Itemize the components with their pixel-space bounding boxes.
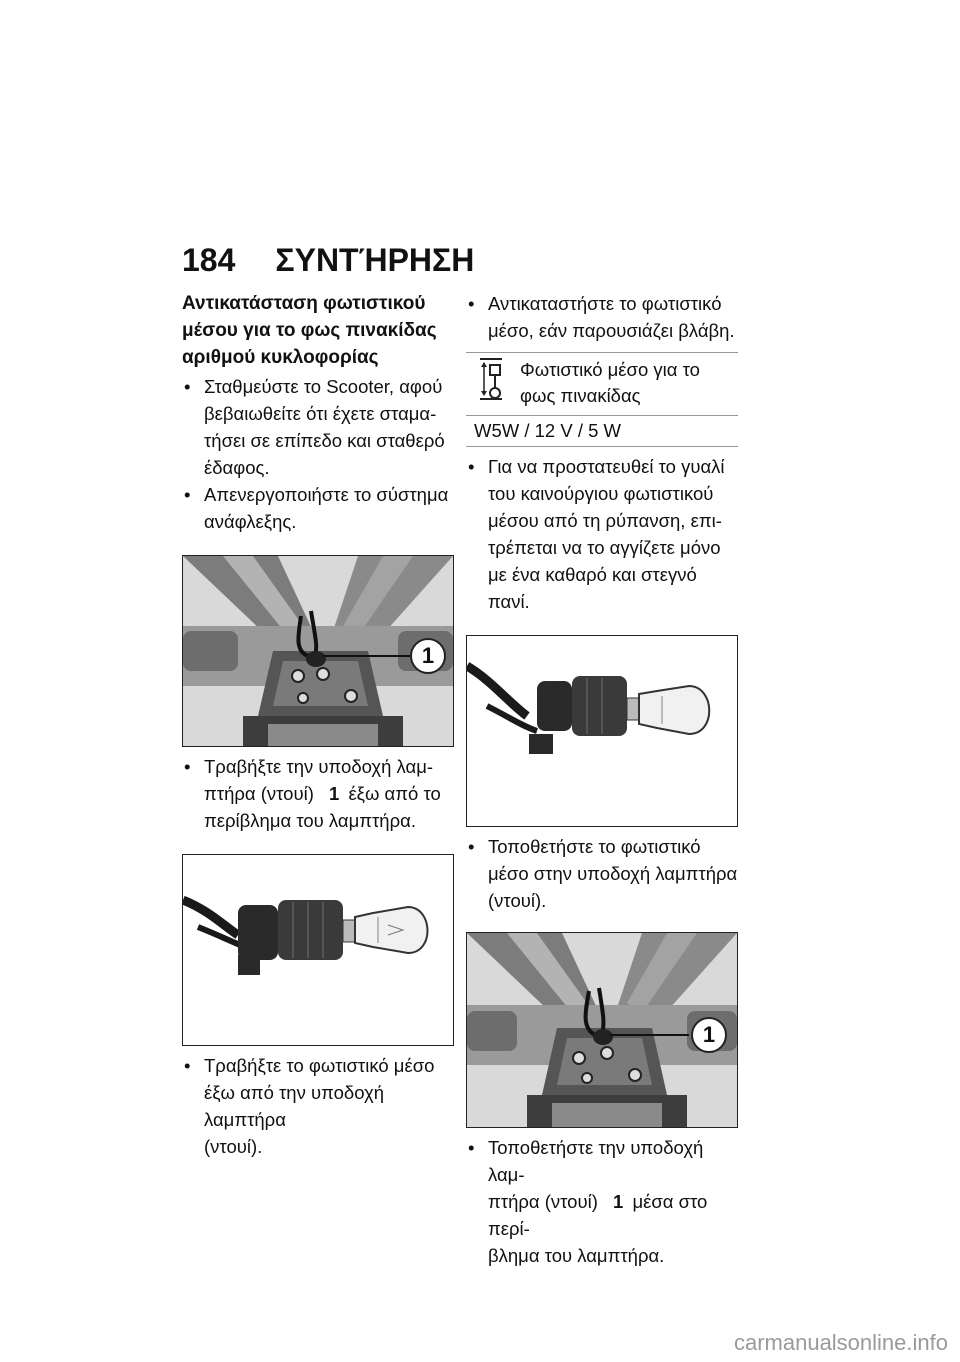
callout-number: 1 — [421, 643, 435, 668]
callout-reference: 1 — [329, 783, 340, 804]
bullet-marker: • — [184, 756, 191, 777]
chapter-title: ΣΥΝΤΉΡΗΣΗ — [275, 241, 475, 278]
bullet-marker: • — [468, 836, 475, 857]
instruction-step: • Σταθμεύστε το Scooter, αφού βεβαιωθείτε ότι έχετε σταμα- τήσει σε επίπεδο και σταθερό έδαφος. — [182, 373, 454, 481]
section-title: Αντικατάσταση φωτιστικού μέσου για το φως πινακίδας αριθμού κυκλοφορίας — [182, 293, 437, 368]
bullet-marker: • — [468, 1137, 475, 1158]
spec-value: W5W / 12 V / 5 W — [474, 420, 621, 441]
instruction-step: • Τοποθετήστε το φωτιστικό μέσο στην υποδοχή λαμπτήρα (ντουί). — [466, 833, 738, 914]
right-column — [466, 290, 738, 1269]
instruction-step: • Απενεργοποιήστε το σύστημα ανάφλεξης. — [182, 481, 454, 535]
bullet-marker: • — [468, 293, 475, 314]
page-number: 184 — [182, 241, 236, 278]
photo-socket-installed — [466, 932, 738, 1128]
instruction-step: • Τοποθετήστε την υποδοχή λαμ- πτήρα (ντουί) 1 μέσα στο περί- βλημα του λαμπτήρα. — [466, 1134, 738, 1269]
bullet-marker: • — [468, 456, 475, 477]
callout-reference: 1 — [613, 1191, 624, 1212]
watermark: carmanualsonline.info — [733, 1330, 948, 1355]
instruction-step: • Τραβήξτε την υποδοχή λαμ- πτήρα (ντουί) 1 έξω από το περίβλημα του λαμπτήρα. — [182, 753, 454, 834]
page-header — [182, 236, 782, 284]
bulb-insert-illustration — [467, 636, 737, 826]
photo-bulb-insert — [466, 635, 738, 827]
bullet-marker: • — [184, 376, 191, 397]
bullet-marker: • — [184, 1055, 191, 1076]
socket-bulb-illustration — [183, 855, 453, 1045]
instruction-step: • Για να προστατευθεί το γυαλί του καινούργιου φωτιστικού μέσου από τη ρύπανση, επι- τρέπεται να το αγγίζετε μόνο με ένα καθαρό και στεγνό πανί. — [466, 453, 738, 615]
bulb-icon — [476, 357, 506, 403]
bullet-marker: • — [184, 484, 191, 505]
photo-lamp-housing — [182, 555, 454, 747]
spec-label-row: Φωτιστικό μέσο για το φως πινακίδας — [466, 353, 738, 416]
left-column — [182, 290, 454, 1160]
bulb-spec-table — [466, 352, 738, 447]
instruction-step: • Αντικαταστήστε το φωτιστικό μέσο, εάν παρουσιάζει βλάβη. — [466, 290, 738, 344]
callout-number: 1 — [702, 1022, 716, 1047]
instruction-step: • Τραβήξτε το φωτιστικό μέσο έξω από την υποδοχή λαμπτήρα (ντουί). — [182, 1052, 454, 1160]
photo-socket-with-bulb — [182, 854, 454, 1046]
